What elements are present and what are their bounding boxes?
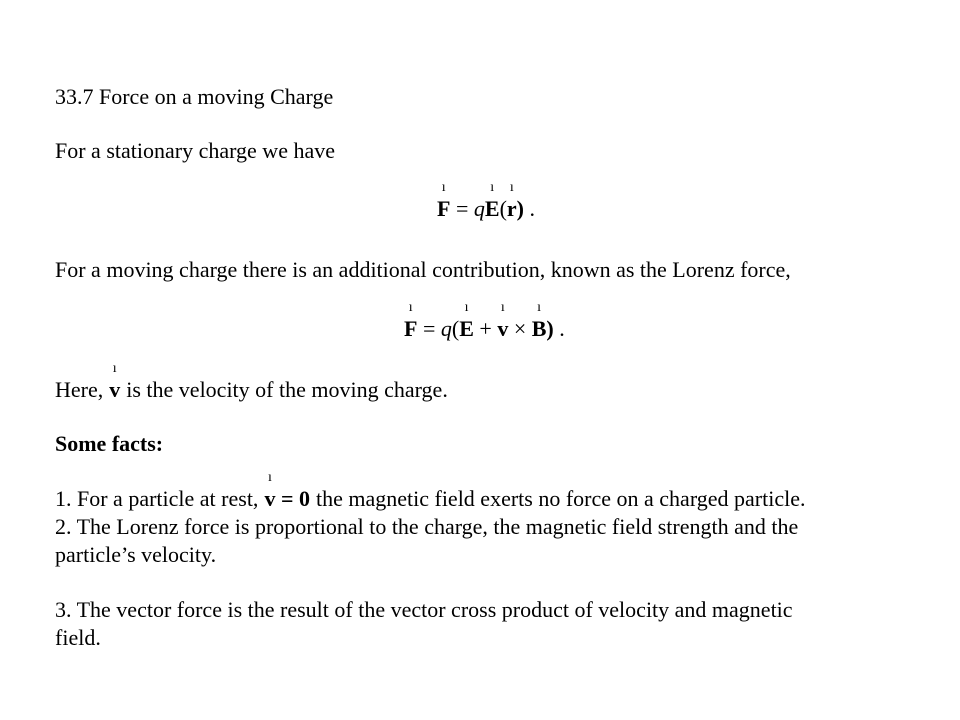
section-heading: 33.7 Force on a moving Charge	[55, 84, 334, 109]
velocity-note: Here, ı v is the velocity of the moving charge.	[55, 361, 448, 402]
stationary-intro: For a stationary charge we have	[55, 138, 335, 163]
fact-2-line-1: 2. The Lorenz force is proportional to the charge, the magnetic field strength and the	[55, 514, 799, 539]
equation-lorenz-force: ı F = q( ı E + ı v × ı B) .	[404, 300, 565, 341]
vector-r: ı r	[506, 180, 517, 221]
moving-intro: For a moving charge there is an additional contribution, known as the Lorenz force,	[55, 257, 791, 282]
vector-v: ı v	[497, 300, 509, 341]
equation-electric-force: ı F = q ı E( ı r) .	[437, 180, 535, 221]
vector-F: ı F	[437, 180, 451, 221]
fact-2-line-2: particle’s velocity.	[55, 542, 217, 567]
vector-E: ı E	[459, 300, 474, 341]
fact-3-line-2: field.	[55, 625, 101, 650]
fact-1: 1. For a particle at rest, ı v = 0 the magnetic field exerts no force on a charged particle.	[55, 470, 806, 511]
vector-B: ı B	[531, 300, 547, 341]
vector-E: ı E	[484, 180, 500, 221]
vector-v: ı v	[264, 470, 276, 511]
fact-3-line-1: 3. The vector force is the result of the vector cross product of velocity and magnetic	[55, 597, 793, 622]
vector-F: ı F	[404, 300, 418, 341]
vector-v: ı v	[109, 361, 121, 402]
facts-heading: Some facts:	[55, 431, 164, 456]
